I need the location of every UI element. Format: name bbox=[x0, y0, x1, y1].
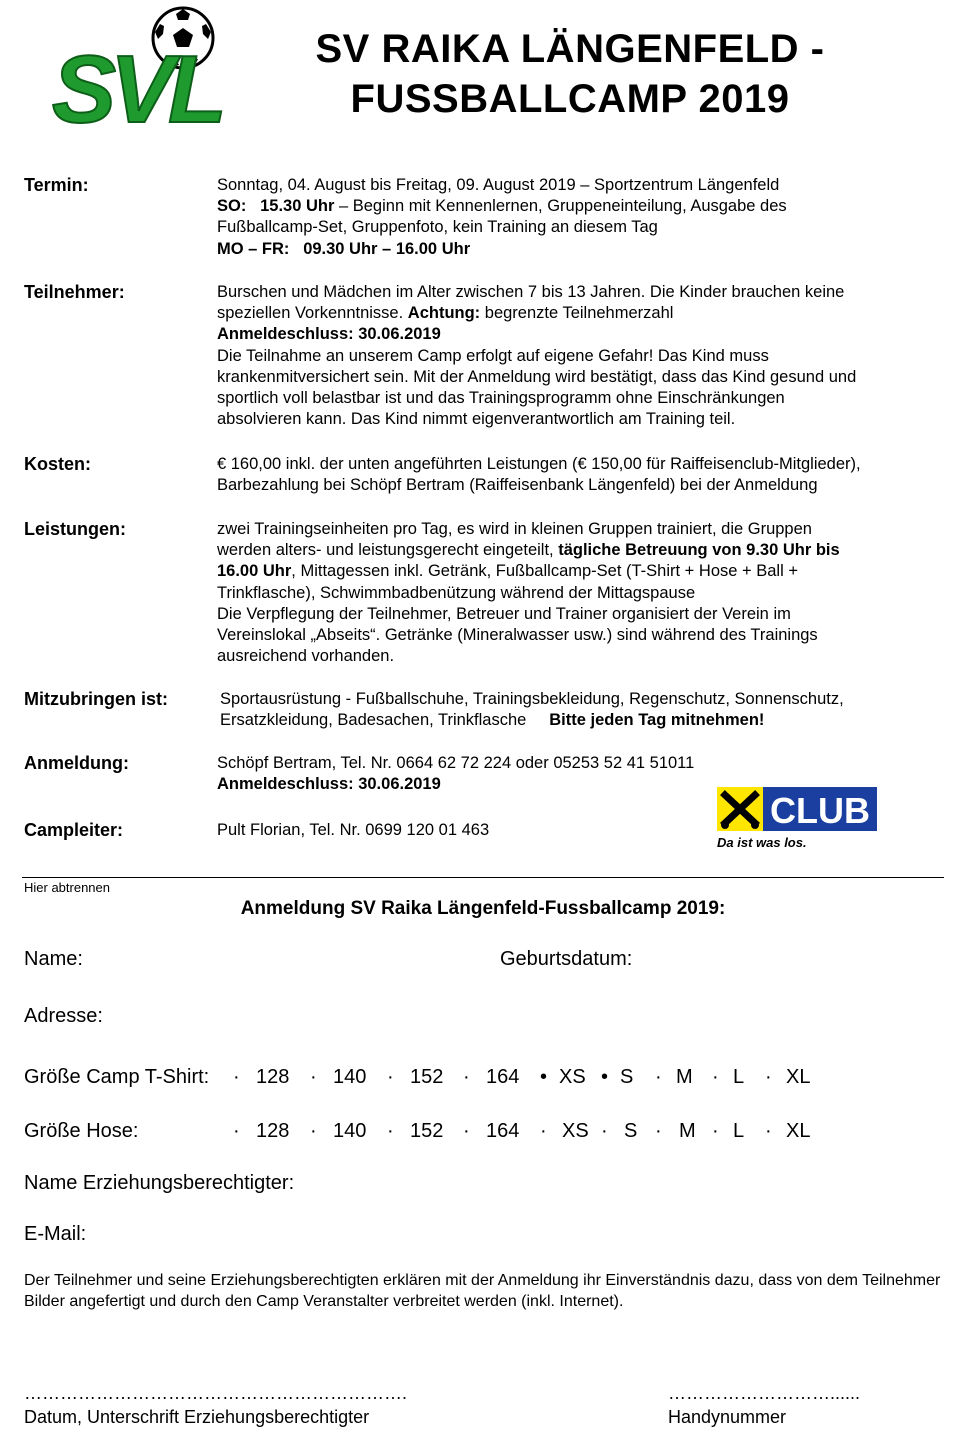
cut-line bbox=[22, 877, 944, 878]
page-title-line1: SV RAIKA LÄNGENFELD - bbox=[315, 27, 825, 71]
kosten-label: Kosten: bbox=[24, 454, 91, 474]
shirt-size-option-164: 164 bbox=[486, 1066, 520, 1088]
shirt-size-option-140: 140 bbox=[333, 1066, 367, 1088]
shirt-size-label: Größe Camp T-Shirt: bbox=[24, 1066, 210, 1088]
signature-label: Datum, Unterschrift Erziehungsberechtigter bbox=[24, 1407, 370, 1427]
shirt-size-checkbox-s[interactable]: • bbox=[601, 1066, 609, 1088]
pants-size-option-152: 152 bbox=[410, 1120, 444, 1142]
termin-label: Termin: bbox=[24, 175, 89, 195]
pants-size-checkbox-s[interactable]: · bbox=[601, 1120, 608, 1142]
teilnehmer-text: Burschen und Mädchen im Alter zwischen 7 bis 13 Jahren. Die Kinder brauchen keine speziellen Vorkenntnisse. Achtung: begrenzte Teilnehmerzahl Anmeldeschluss: 30.06.2019 Die Teilnahme an unserem Camp erfolgt auf eigene Gefahr! Das Kind muss krankenmitversichert sein. Mit der Anmeldung wird bestätigt, dass das Kind gesund und sportlich voll belastbar ist und das Trainingsprogramm ohne Einschränkungen absolvieren kann. Das Kind nimmt eigenverantwortlich am Training teil. bbox=[217, 283, 857, 429]
pants-size-option-l: L bbox=[733, 1120, 745, 1142]
pants-size-checkbox-164[interactable]: · bbox=[463, 1120, 470, 1142]
leistungen-text: zwei Trainingseinheiten pro Tag, es wird in kleinen Gruppen trainiert, die Gruppen werden alters- und leistungsgerecht eingeteilt, tägliche Betreuung von 9.30 Uhr bis 16.00 Uhr, Mittagessen inkl. Getränk, Fußballcamp-Set (T-Shirt + Hose + Ball + Trinkflasche), Schwimmbadbenützung während der Mittagspause Die Verpflegung der Teilnehmer, Betreuer und Trainer organisiert der Verein im Vereinslokal „Abseits“. Getränke (Mineralwasser usw.) sind während des Trainings ausreichend vorhanden. bbox=[217, 520, 840, 666]
raiffeisen-club-logo bbox=[717, 787, 877, 851]
shirt-size-option-128: 128 bbox=[256, 1066, 290, 1088]
page-title-line2: FUSSBALLCAMP 2019 bbox=[350, 77, 790, 121]
guardian-field-label: Name Erziehungsberechtigter: bbox=[24, 1172, 295, 1194]
address-field-label: Adresse: bbox=[24, 1005, 103, 1027]
shirt-size-option-152: 152 bbox=[410, 1066, 444, 1088]
svl-logo bbox=[48, 4, 233, 139]
pants-size-option-128: 128 bbox=[256, 1120, 290, 1142]
shirt-size-option-xl: XL bbox=[786, 1066, 811, 1088]
pants-size-option-s: S bbox=[624, 1120, 638, 1142]
shirt-size-option-m: M bbox=[676, 1066, 693, 1088]
shirt-size-checkbox-152[interactable]: · bbox=[387, 1066, 394, 1088]
club-logo-text: CLUB bbox=[770, 790, 870, 831]
campleiter-text: Pult Florian, Tel. Nr. 0699 120 01 463 bbox=[217, 821, 490, 839]
pants-size-checkbox-xl[interactable]: · bbox=[765, 1120, 772, 1142]
consent-disclaimer: Der Teilnehmer und seine Erziehungsberechtigten erklären mit der Anmeldung ihr Einverständnis dazu, dass von dem Teilnehmer Bilder angefertigt und durch den Camp Veranstalter verbreitet werden (inkl. Internet). bbox=[24, 1272, 941, 1310]
shirt-size-checkbox-m[interactable]: · bbox=[655, 1066, 662, 1088]
pants-size-option-xs: XS bbox=[562, 1120, 589, 1142]
pants-size-option-m: M bbox=[679, 1120, 696, 1142]
anmeldung-label: Anmeldung: bbox=[24, 753, 129, 773]
form-title: Anmeldung SV Raika Längenfeld-Fussballcamp 2019: bbox=[240, 898, 726, 919]
kosten-text: € 160,00 inkl. der unten angeführten Leistungen (€ 150,00 für Raiffeisenclub-Mitglieder), Barbezahlung bei Schöpf Bertram (Raiffeisenbank Längenfeld) bei der Anmeldung bbox=[217, 455, 861, 495]
pants-size-option-xl: XL bbox=[786, 1120, 811, 1142]
signature-dots-left: ………………………………………………………. bbox=[24, 1383, 408, 1403]
pants-size-checkbox-140[interactable]: · bbox=[310, 1120, 317, 1142]
signature-dots-right: ………………………...... bbox=[668, 1383, 861, 1403]
shirt-size-checkbox-xs[interactable]: • bbox=[540, 1066, 548, 1088]
pants-size-option-164: 164 bbox=[486, 1120, 520, 1142]
termin-text: Sonntag, 04. August bis Freitag, 09. August 2019 – Sportzentrum Längenfeld SO: 15.30 Uhr – Beginn mit Kennenlernen, Gruppeneinteilung, Ausgabe des Fußballcamp-Set, Gruppenfoto, kein Training an diesem Tag MO – FR: 09.30 Uhr – 16.00 Uhr bbox=[217, 176, 787, 258]
leistungen-label: Leistungen: bbox=[24, 519, 126, 539]
mitzubringen-text: Sportausrüstung - Fußballschuhe, Trainingsbekleidung, Regenschutz, Sonnenschutz, Ersatzkleidung, Badesachen, Trinkflasche Bitte jeden Tag mitnehmen! bbox=[220, 690, 844, 730]
club-logo-tagline: Da ist was los. bbox=[717, 835, 807, 850]
shirt-size-option-l: L bbox=[733, 1066, 745, 1088]
shirt-size-checkbox-164[interactable]: · bbox=[463, 1066, 470, 1088]
pants-size-checkbox-152[interactable]: · bbox=[387, 1120, 394, 1142]
mitzubringen-label: Mitzubringen ist: bbox=[24, 689, 168, 709]
shirt-size-checkbox-xl[interactable]: · bbox=[765, 1066, 772, 1088]
name-field-label: Name: bbox=[24, 948, 83, 970]
shirt-size-checkbox-140[interactable]: · bbox=[310, 1066, 317, 1088]
phone-label: Handynummer bbox=[668, 1407, 787, 1427]
pants-size-option-140: 140 bbox=[333, 1120, 367, 1142]
birthdate-field-label: Geburtsdatum: bbox=[500, 948, 633, 970]
shirt-size-option-s: S bbox=[620, 1066, 634, 1088]
anmeldung-text: Schöpf Bertram, Tel. Nr. 0664 62 72 224 oder 05253 52 41 51011 Anmeldeschluss: 30.06.2019 bbox=[217, 754, 695, 794]
campleiter-label: Campleiter: bbox=[24, 820, 124, 840]
pants-size-checkbox-xs[interactable]: · bbox=[540, 1120, 547, 1142]
teilnehmer-label: Teilnehmer: bbox=[24, 282, 125, 302]
pants-size-checkbox-m[interactable]: · bbox=[655, 1120, 662, 1142]
cut-label: Hier abtrennen bbox=[24, 880, 110, 895]
pants-size-checkbox-l[interactable]: · bbox=[712, 1120, 719, 1142]
svl-logo-text: SVL bbox=[52, 36, 221, 139]
shirt-size-checkbox-128[interactable]: · bbox=[233, 1066, 240, 1088]
pants-size-label: Größe Hose: bbox=[24, 1120, 139, 1142]
shirt-size-option-xs: XS bbox=[559, 1066, 586, 1088]
email-field-label: E-Mail: bbox=[24, 1223, 87, 1245]
shirt-size-checkbox-l[interactable]: · bbox=[712, 1066, 719, 1088]
pants-size-checkbox-128[interactable]: · bbox=[233, 1120, 240, 1142]
